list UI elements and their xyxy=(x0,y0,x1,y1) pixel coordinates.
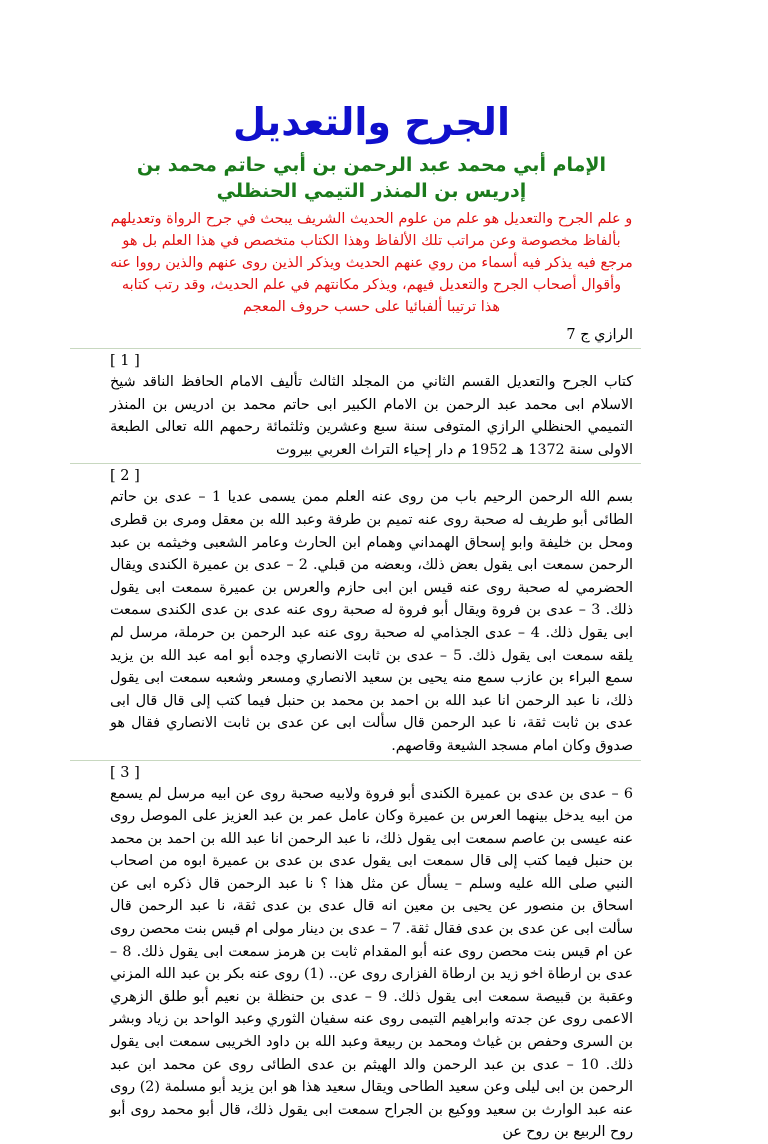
section-divider xyxy=(70,348,641,349)
document-page xyxy=(110,0,633,1024)
body-paragraph: 6 – عدى بن عدى بن عميرة الكندى أبو فروة ولابيه صحبة روى عن ابيه مرسل لم يسمع من ابيه يدخل بينهما العرس بن عميرة وكان عامل عمر بن عبد العزيز على الموصل روى عنه عيسى بن عاصم سمعت ابى يقول ذلك، نا عبد الرحمن انا عبد الله بن احمد بن محمد بن حنبل فيما كتب إلى قال سمعت ابى يقول عدى بن عدى بن عميرة ابوه من اصحاب النبي صلى الله عليه وسلم – يسأل عن مثل هذا ؟ نا عبد الرحمن قال ذكره ابى عن اسحاق بن منصور عن يحيى بن معين انه قال عدى بن عدى ثقة، نا عبد الرحمن قال سألت ابى عن عدى بن عدى فقال ثقة. 7 – عدى بن دينار مولى ام قيس بنت محصن روى عن ام قيس بنت محصن روى عنه أبو المقدام ثابت بن هرمز سمعت ابى يقول ذلك. 8 – عدى بن ارطاة اخو زيد بن ارطاة الفزارى روى عن.. (1) روى عنه بكر بن عبد الله المزني وعقبة بن قبيصة سمعت ابى يقول ذلك. 9 – عدى بن حنظلة بن نعيم أبو طلق الزهري الاعمى روى عن جدته وابراهيم التيمى روى عنه سفيان الثوري وعبد الواحد بن زياد وبشر بن السرى وحفص بن غياث ومحمد بن ربيعة وعبد الله بن داود الخريبى سمعت ابى يقول ذلك. 10 – عدى بن عبد الرحمن والد الهيثم بن عدى الطائى روى عن محمد ابن عبد الرحمن بن ابى ليلى وعن سعيد الطاحى ويقال سعيد هذا هو ابن يزيد أبو مسلمة (2) روى عنه عبد الوارث بن سعيد ووكيع بن الجراح سمعت ابى يقول ذلك، قال أبو محمد روى أبو روح الربيع بن روح عن xyxy=(110,783,633,1144)
page-marker: [ 1 ] xyxy=(110,351,633,371)
page-marker: [ 2 ] xyxy=(110,466,633,486)
book-title: الجرح والتعديل xyxy=(110,96,633,148)
page-marker: [ 3 ] xyxy=(110,763,633,783)
section-divider xyxy=(70,760,641,761)
body-paragraph: كتاب الجرح والتعديل القسم الثاني من المجلد الثالث تأليف الامام الحافظ الناقد شيخ الاسلام ابى محمد عبد الرحمن بن الامام الكبير ابى حاتم محمد بن ادريس بن المنذر التميمي الحنظلي الرازي المتوفى سنة سبع وعشرين وثلثمائة رحمهم الله تعالى الطبعة الاولى سنة 1372 هـ 1952 م دار إحياء التراث العربي بيروت xyxy=(110,371,633,461)
section-divider xyxy=(70,463,641,464)
author-name: الإمام أبي محمد عبد الرحمن بن أبي حاتم محمد بن إدريس بن المنذر التيمي الحنظلي xyxy=(110,152,633,204)
body-paragraph: بسم الله الرحمن الرحيم باب من روى عنه العلم ممن يسمى عديا 1 – عدى بن حاتم الطائى أبو طريف له صحبة روى عنه تميم بن طرفة وعبد الله بن معقل ومرى بن قطرى ومحل بن خليفة وابو إسحاق الهمداني وهمام ابن الحارث وعامر الشعبى وخيثمه بن عبد الرحمن سمعت ابى يقول بعض ذلك، وبعضه من قبلي. 2 – عدى بن عميرة الكندى ويقال الحضرمي له صحبة روى عنه قيس ابن ابى حازم والعرس بن عميرة سمعت ابى يقول ذلك. 3 – عدى بن فروة ويقال أبو فروة له صحبة روى عنه عدى بن عدى الكندى سمعت ابى يقول ذلك. 4 – عدى الجذامي له صحبة روى عنه عبد الرحمن بن حرملة، مرسل لم يلقه سمعت ابى يقول ذلك. 5 – عدى بن ثابت الانصاري وجده أبو امه عبد الله بن يزيد سمع البراء بن عازب سمع منه يحيى بن سعيد الانصاري ومسعر وشعبه سمعت ابى يقول ذلك، نا عبد الرحمن انا عبد الله بن احمد بن محمد بن حنبل فيما كتب إلى قال قال ابى عدى بن ثابت ثقة، نا عبد الرحمن قال سألت ابى عن عدى بن ثابت الانصاري فقال هو صدوق وكان امام مسجد الشيعة وقاصهم. xyxy=(110,486,633,757)
book-description: و علم الجرح والتعديل هو علم من علوم الحديث الشريف يبحث في جرح الرواة وتعديلهم بألفاظ مخصوصة وعن مراتب تلك الألفاظ وهذا الكتاب متخصص في هذا العلم بل هو مرجع فيه يذكر فيه أسماء من روي عنهم الحديث ويذكر الذين روى عنهم والذين رووا عنه وأقوال أصحاب الجرح والتعديل فيهم، ويذكر مكانتهم في علم الحديث، وقد رتب كتابه هذا ترتيبا ألفبائيا على حسب حروف المعجم xyxy=(110,208,633,318)
volume-label: الرازي ج 7 xyxy=(110,324,633,346)
